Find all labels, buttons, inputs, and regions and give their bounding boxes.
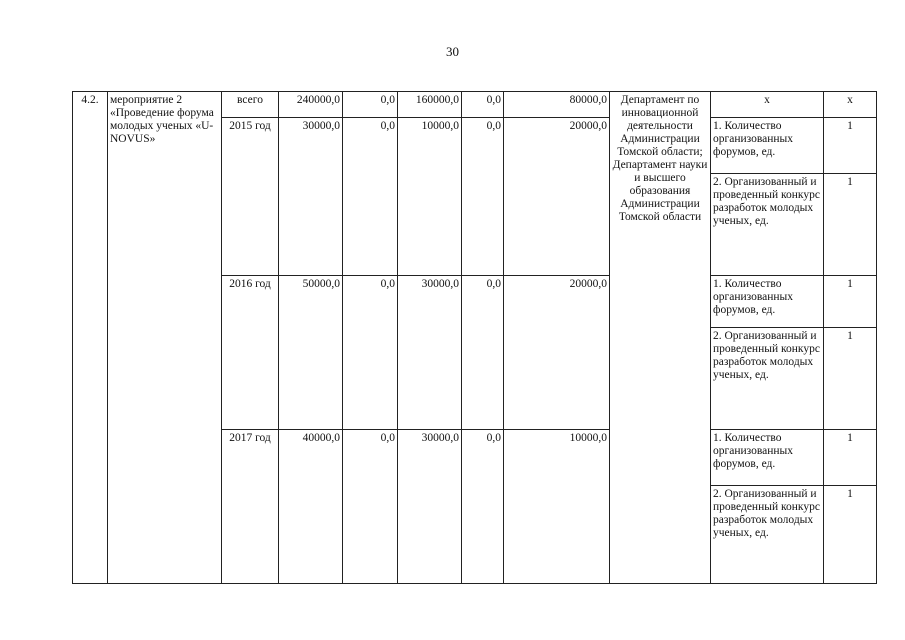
activity-title: мероприятие 2 «Проведение форума молодых ученых «U-NOVUS» — [108, 92, 222, 584]
value-cell: 0,0 — [462, 430, 504, 584]
period-cell: 2016 год — [222, 276, 279, 430]
value-cell: 0,0 — [343, 92, 398, 118]
value-cell: 20000,0 — [504, 118, 610, 276]
period-cell: 2015 год — [222, 118, 279, 276]
value-cell: 160000,0 — [398, 92, 462, 118]
indicator-name: 1. Количество организованных форумов, ед. — [711, 430, 824, 486]
value-cell: 0,0 — [343, 118, 398, 276]
indicator-name: 1. Количество организованных форумов, ед. — [711, 118, 824, 174]
value-cell: 50000,0 — [279, 276, 343, 430]
value-cell: 30000,0 — [279, 118, 343, 276]
value-cell: 0,0 — [343, 430, 398, 584]
period-cell: 2017 год — [222, 430, 279, 584]
indicator-value: 1 — [824, 276, 877, 328]
budget-table — [72, 91, 877, 584]
value-cell: 0,0 — [462, 92, 504, 118]
executor-cell: Департамент по инновационной деятельности Администрации Томской области; Департамент науки и высшего образования Администрации Томской области — [610, 92, 711, 584]
indicator-name: х — [711, 92, 824, 118]
value-cell: 30000,0 — [398, 276, 462, 430]
period-cell: всего — [222, 92, 279, 118]
value-cell: 20000,0 — [504, 276, 610, 430]
indicator-value: 1 — [824, 174, 877, 276]
value-cell: 240000,0 — [279, 92, 343, 118]
indicator-value: 1 — [824, 118, 877, 174]
indicator-name: 2. Организованный и проведенный конкурс разработок молодых ученых, ед. — [711, 174, 824, 276]
indicator-value: х — [824, 92, 877, 118]
value-cell: 10000,0 — [504, 430, 610, 584]
indicator-value: 1 — [824, 328, 877, 430]
value-cell: 30000,0 — [398, 430, 462, 584]
value-cell: 0,0 — [462, 118, 504, 276]
page-number: 30 — [446, 44, 459, 59]
indicator-value: 1 — [824, 430, 877, 486]
value-cell: 0,0 — [343, 276, 398, 430]
value-cell: 0,0 — [462, 276, 504, 430]
indicator-name: 2. Организованный и проведенный конкурс разработок молодых ученых, ед. — [711, 486, 824, 584]
value-cell: 10000,0 — [398, 118, 462, 276]
table-row-total — [73, 92, 877, 118]
value-cell: 40000,0 — [279, 430, 343, 584]
row-number: 4.2. — [73, 92, 108, 584]
indicator-name: 2. Организованный и проведенный конкурс разработок молодых ученых, ед. — [711, 328, 824, 430]
indicator-name: 1. Количество организованных форумов, ед. — [711, 276, 824, 328]
indicator-value: 1 — [824, 486, 877, 584]
value-cell: 80000,0 — [504, 92, 610, 118]
